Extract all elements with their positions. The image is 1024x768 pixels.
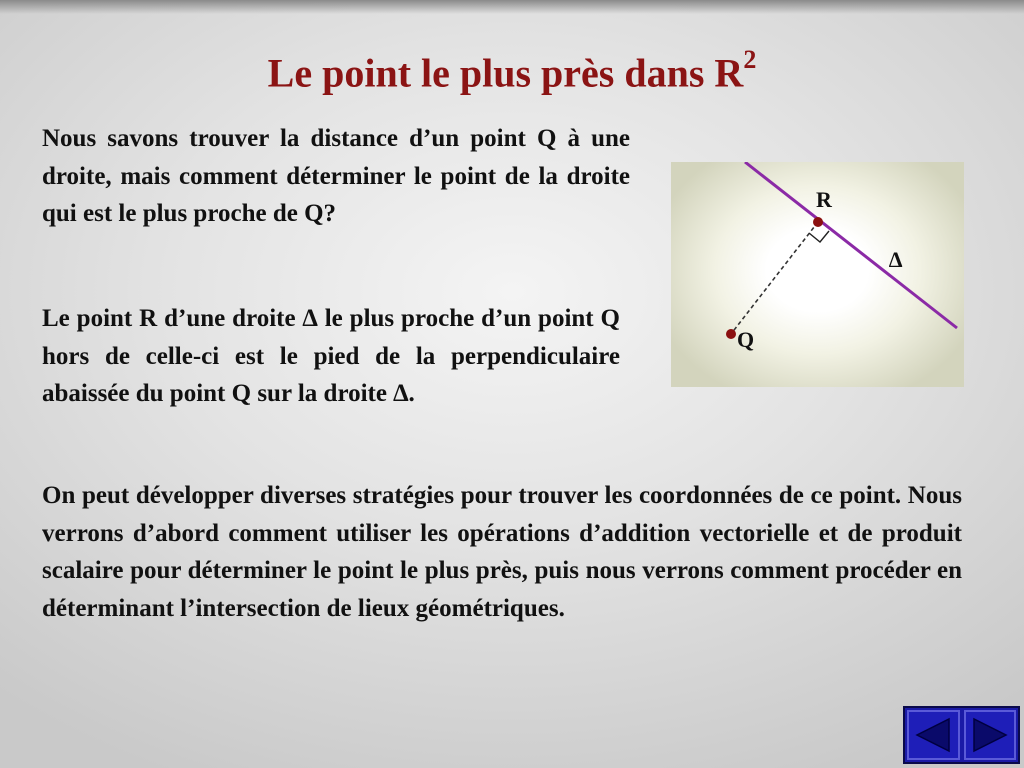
next-slide-button[interactable] bbox=[964, 710, 1017, 760]
label-delta: ∆ bbox=[889, 247, 903, 272]
perpendicular-figure bbox=[671, 162, 964, 387]
paragraph-definition: Le point R d’une droite ∆ le plus proche d’un point Q hors de celle-ci est le pied de la perpendiculaire abaissée du point Q sur la droite ∆. bbox=[42, 305, 620, 407]
figure-svg bbox=[671, 162, 964, 387]
previous-slide-button[interactable] bbox=[907, 710, 960, 760]
label-R: R bbox=[816, 187, 832, 212]
point-R bbox=[813, 217, 823, 227]
slide-title-superscript: 2 bbox=[743, 45, 757, 74]
navigation-buttons bbox=[903, 706, 1020, 764]
slide-title bbox=[0, 40, 1024, 97]
point-Q bbox=[726, 329, 736, 339]
right-angle-mark bbox=[809, 231, 829, 242]
top-shadow-bar bbox=[0, 0, 1024, 14]
line-delta bbox=[745, 162, 957, 328]
perpendicular-segment bbox=[731, 222, 818, 334]
paragraph-strategies: On peut développer diverses stratégies pour trouver les coordonnées de ce point. Nous verrons d’abord comment utiliser les opérations d’addition vectorielle et de produit scalaire pour déterminer le point le plus près, puis nous verrons comment procéder en déterminant l’intersection de lieux géométriques. bbox=[42, 482, 962, 622]
left-triangle-icon bbox=[913, 715, 953, 755]
right-triangle-icon bbox=[970, 715, 1010, 755]
paragraph-question: Nous savons trouver la distance d’un point Q à une droite, mais comment déterminer le point de la droite qui est le plus proche de Q? bbox=[42, 125, 630, 227]
slide-title-text: Le point le plus près dans R bbox=[267, 50, 744, 96]
label-Q: Q bbox=[737, 327, 755, 352]
